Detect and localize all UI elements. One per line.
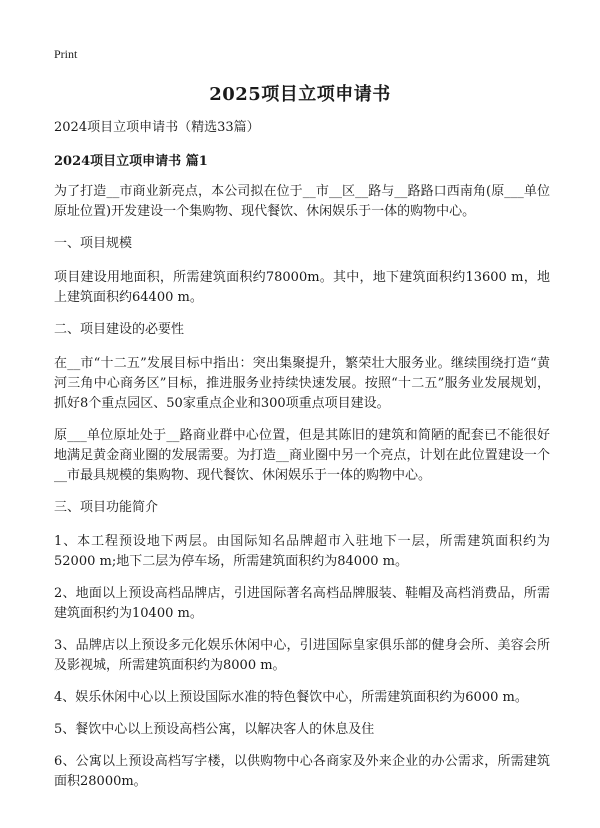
function-item-2: 2、地面以上预设高档品牌店，引进国际著名高档品牌服装、鞋帽及高档消费品，所需建筑面积约为10400 m。	[54, 586, 550, 621]
heading-project-scale: 一、项目规模	[54, 236, 133, 251]
section-heading: 2024项目立项申请书 篇1	[54, 154, 208, 169]
paragraph-project-scale: 项目建设用地面积，所需建筑面积约78000m。其中，地下建筑面积约13600 m，地上建筑面积约64400 m。	[54, 270, 550, 305]
document-subtitle: 2024项目立项申请书（精选33篇）	[54, 120, 260, 135]
print-link[interactable]: Print	[54, 47, 78, 61]
function-item-5: 5、餐饮中心以上预设高档公寓，以解决客人的休息及住	[54, 722, 375, 737]
paragraph-necessity-1: 在__市“十二五”发展目标中指出：突出集聚提升，繁荣壮大服务业。继续围绕打造“黄河三角中心商务区”目标，推进服务业持续快速发展。按照“十二五”服务业发展规划，抓好8个重点园区、50家重点企业和300项重点项目建设。	[54, 356, 550, 411]
function-item-1: 1、本工程预设地下两层。由国际知名品牌超市入驻地下一层，所需建筑面积约为52000 m;地下二层为停车场，所需建筑面积约为84000 m。	[54, 534, 550, 569]
function-item-6: 6、公寓以上预设高档写字楼，以供购物中心各商家及外来企业的办公需求，所需建筑面积28000m。	[54, 754, 550, 789]
function-item-3: 3、品牌店以上预设多元化娱乐休闲中心，引进国际皇家俱乐部的健身会所、美容会所及影视城，所需建筑面积约为8000 m。	[54, 638, 550, 673]
document-title: 2025项目立项申请书	[209, 84, 391, 105]
document-body	[54, 118, 550, 804]
heading-functions: 三、项目功能简介	[54, 500, 159, 515]
function-item-4: 4、娱乐休闲中心以上预设国际水准的特色餐饮中心，所需建筑面积约为6000 m。	[54, 690, 528, 705]
heading-necessity: 二、项目建设的必要性	[54, 322, 185, 337]
paragraph-necessity-2: 原___单位原址处于__路商业群中心位置，但是其陈旧的建筑和简陋的配套已不能很好地满足黄金商业圈的发展需要。为打造__商业圈中另一个亮点，计划在此位置建设一个__市最具规模的集购物、现代餐饮、休闲娱乐于一体的购物中心。	[54, 428, 550, 483]
intro-paragraph: 为了打造__市商业新亮点，本公司拟在位于__市__区__路与__路路口西南角(原___单位原址位置)开发建设一个集购物、现代餐饮、休闲娱乐于一体的购物中心。	[54, 184, 550, 219]
